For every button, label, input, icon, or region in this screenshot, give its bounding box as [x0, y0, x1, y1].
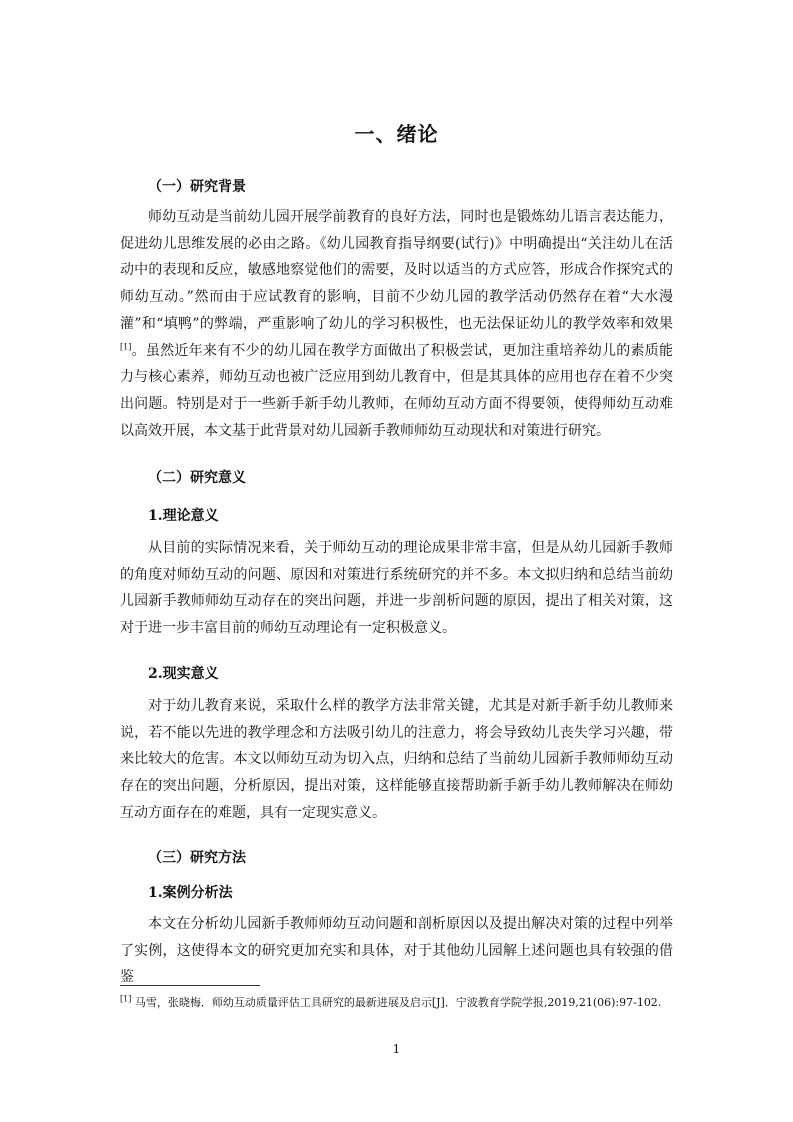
page-number: 1: [392, 1042, 401, 1056]
paragraph-background-text-a: 师幼互动是当前幼儿园开展学前教育的良好方法，同时也是锻炼幼儿语言表达能力，促进幼儿思维发展的必由之路。《幼儿园教育指导纲要(试行)》中明确提出“关注幼儿在活动中的表现和反应，敏感地察觉他们的需要，及时以适当的方式应答，形成合作探究式的师幼互动。”然而由于应试教育的影响，目前不少幼儿园的教学活动仍然存在着“大水漫灌”和“填鸭”的弊端，严重影响了幼儿的学习积极性，也无法保证幼儿的教学效率和效果: [120, 209, 673, 332]
paragraph-background: [120, 204, 673, 444]
footnote-separator: [120, 985, 260, 986]
paragraph-case-analysis: 本文在分析幼儿园新手教师师幼互动问题和剖析原因以及提出解决对策的过程中列举了实例，这使得本文的研究更加充实和具体，对于其他幼儿园解上述问题也具有较强的借鉴: [120, 916, 673, 986]
footnote-text: 马雪，张晓梅．师幼互动质量评估工具研究的最新进展及启示[J]．宁波教育学院学报,2019,21(06):97-102.: [131, 996, 662, 1009]
subheading-practical: 2.现实意义: [148, 666, 219, 682]
subheading-theoretical: 1.理论意义: [148, 508, 219, 524]
paragraph-theoretical: 从目前的实际情况来看，关于师幼互动的理论成果非常丰富，但是从幼儿园新手教师的角度对师幼互动的问题、原因和对策进行系统研究的并不多。本文拟归纳和总结当前幼儿园新手教师师幼互动存在的突出问题，并进一步剖析问题的原因，提出了相关对策，这对于进一步丰富目前的师幼互动理论有一定积极意义。: [120, 540, 673, 637]
chapter-title: 一、绪论: [354, 122, 439, 146]
footnote-reference[interactable]: [1]: [120, 341, 132, 351]
footnote: [120, 992, 673, 1013]
footnote-mark: [1]: [120, 994, 132, 1004]
paragraph-practical: 对于幼儿教育来说，采取什么样的教学方法非常关键，尤其是对新手新手幼儿教师来说，若不能以先进的教学理念和方法吸引幼儿的注意力，将会导致幼儿丧失学习兴趣，带来比较大的危害。本文以师幼互动为切入点，归纳和总结了当前幼儿园新手教师师幼互动存在的突出问题，分析原因，提出对策，这样能够直接帮助新手新手幼儿教师解决在师幼互动方面存在的难题，具有一定现实意义。: [120, 698, 673, 821]
paragraph-background-text-b: 。虽然近年来有不少的幼儿园在教学方面做出了积极尝试，更加注重培养幼儿的素质能力与核心素养，师幼互动也被广泛应用到幼儿教育中，但是其具体的应用也存在着不少突出问题。特别是对于一些新手新手幼儿教师，在师幼互动方面不得要领，使得师幼互动难以高效开展，本文基于此背景对幼儿园新手教师师幼互动现状和对策进行研究。: [120, 342, 673, 439]
section-heading-background: （一）研究背景: [148, 179, 246, 195]
section-heading-methods: （三）研究方法: [148, 850, 246, 866]
section-heading-significance: （二）研究意义: [148, 470, 246, 486]
subheading-case-analysis: 1.案例分析法: [148, 885, 233, 901]
